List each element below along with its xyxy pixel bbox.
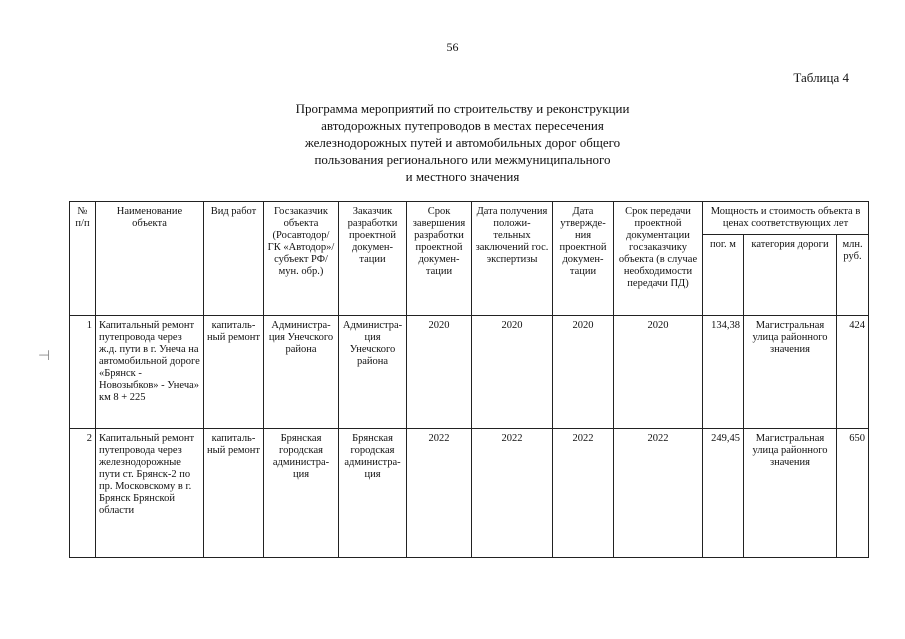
table-row	[70, 429, 869, 558]
cell-doc-deadline: 2020	[407, 316, 472, 429]
cell-transfer-deadline: 2022	[614, 429, 703, 558]
cell-work-type: капиталь- ный ремонт	[204, 429, 264, 558]
cell-expertise-date: 2022	[472, 429, 553, 558]
table-label: Таблица 4	[793, 70, 849, 85]
title-line: пользования регионального или межмуниципального	[314, 152, 611, 167]
header-doc-customer: Заказчик разработки проектной докумен- тации	[339, 202, 407, 316]
header-doc-deadline: Срок завершения разработки проектной докумен- тации	[407, 202, 472, 316]
cell-state-customer: Администра- ция Унечского района	[264, 316, 339, 429]
cell-transfer-deadline: 2020	[614, 316, 703, 429]
header-cost: млн. руб.	[837, 235, 869, 316]
cell-cost: 424	[837, 316, 869, 429]
header-road-category: категория дороги	[744, 235, 837, 316]
header-length: пог. м	[703, 235, 744, 316]
cell-name: Капитальный ремонт путепровода через железнодорожные пути ст. Брянск-2 по пр. Московскому в г. Брянск Брянской области	[96, 429, 204, 558]
cell-name: Капитальный ремонт путепровода через ж.д. пути в г. Унеча на автомобильной дороге «Брянск - Новозыбков» - Унеча» км 8 + 225	[96, 316, 204, 429]
header-capacity-group: Мощность и стоимость объекта в ценах соответствующих лет	[703, 202, 869, 235]
cell-length: 249,45	[703, 429, 744, 558]
header-expertise-date: Дата получения положи- тельных заключений гос. экспертизы	[472, 202, 553, 316]
cell-cost: 650	[837, 429, 869, 558]
header-work-type: Вид работ	[204, 202, 264, 316]
header-state-customer: Госзаказчик объекта (Росавтодор/ ГК «Автодор»/ субъект РФ/мун. обр.)	[264, 202, 339, 316]
title-line: Программа мероприятий по строительству и реконструкции	[295, 101, 630, 116]
header-transfer-deadline: Срок передачи проектной документации госзаказчику объекта (в случае необходимости передачи ПД)	[614, 202, 703, 316]
cell-approval-date: 2022	[553, 429, 614, 558]
cell-road-category: Магистральная улица районного значения	[744, 429, 837, 558]
cell-expertise-date: 2020	[472, 316, 553, 429]
table-title	[200, 100, 725, 185]
table-row	[70, 316, 869, 429]
cell-doc-customer: Администра- ция Унечского района	[339, 316, 407, 429]
title-line: автодорожных путепроводов в местах пересечения	[321, 118, 604, 133]
program-table	[69, 201, 869, 558]
cell-num: 1	[70, 316, 96, 429]
title-line: и местного значения	[405, 169, 520, 184]
cell-length: 134,38	[703, 316, 744, 429]
header-row	[70, 202, 869, 235]
cell-num: 2	[70, 429, 96, 558]
cell-work-type: капиталь- ный ремонт	[204, 316, 264, 429]
cell-state-customer: Брянская городская администра- ция	[264, 429, 339, 558]
header-approval-date: Дата утвержде- ния проектной докумен- тации	[553, 202, 614, 316]
page-number: 56	[446, 40, 459, 54]
title-line: железнодорожных путей и автомобильных дорог общего	[304, 135, 621, 150]
cell-doc-deadline: 2022	[407, 429, 472, 558]
cell-approval-date: 2020	[553, 316, 614, 429]
margin-mark: ⊣	[38, 348, 51, 364]
header-name: Наименование объекта	[96, 202, 204, 316]
cell-doc-customer: Брянская городская администра- ция	[339, 429, 407, 558]
header-num: № п/п	[70, 202, 96, 316]
cell-road-category: Магистральная улица районного значения	[744, 316, 837, 429]
